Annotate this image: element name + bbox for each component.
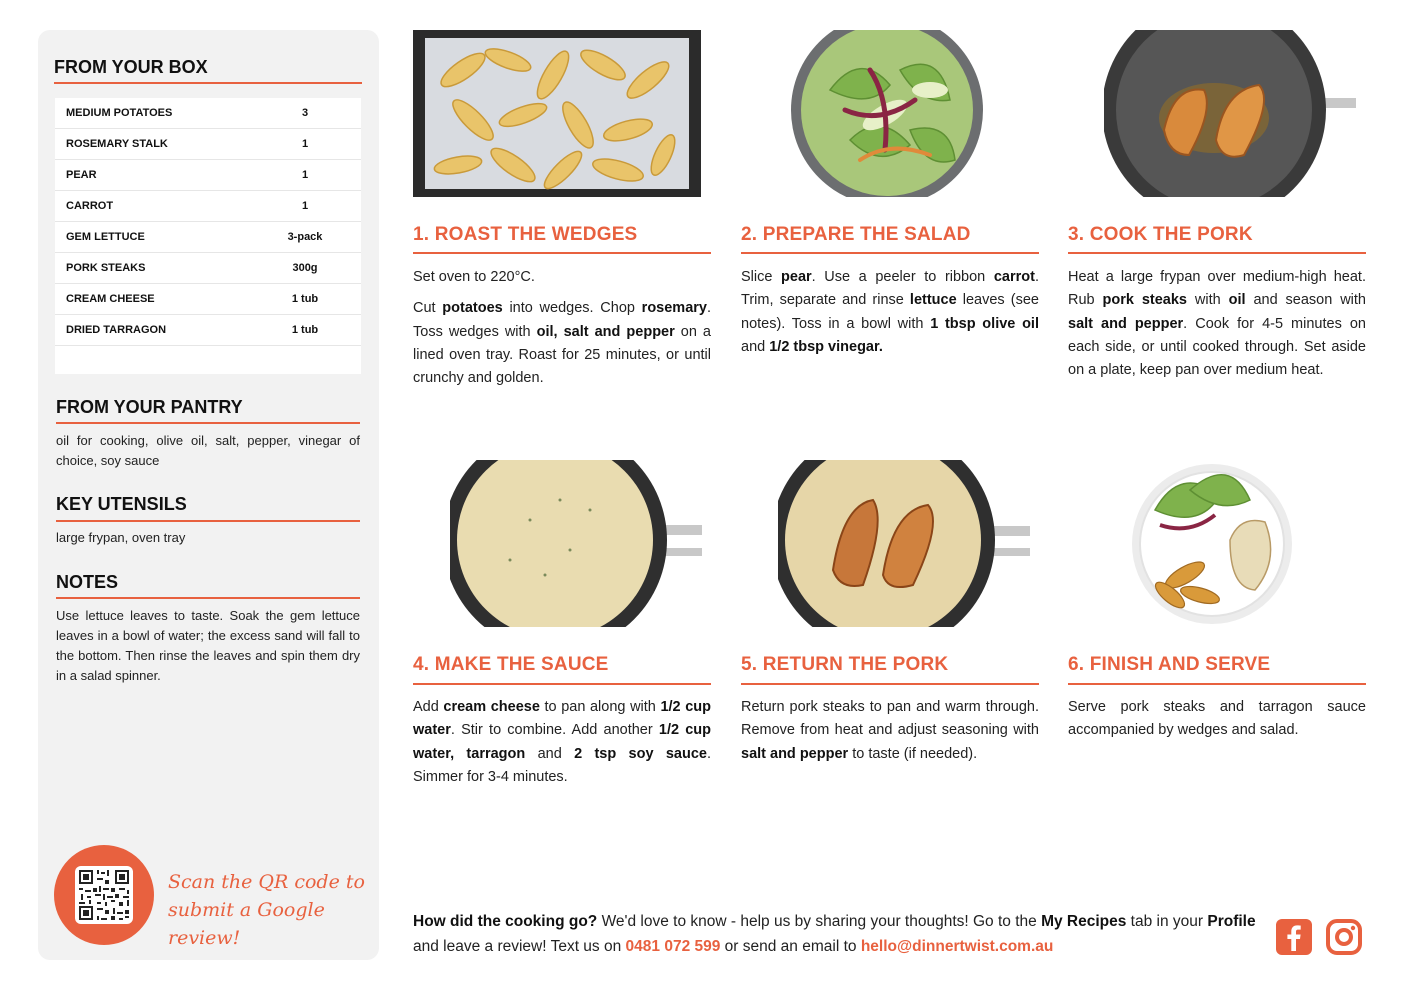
ingredient-qty: 1 bbox=[301, 138, 309, 150]
qr-caption-line: Scan the QR code to bbox=[168, 871, 365, 893]
facebook-icon[interactable] bbox=[1275, 918, 1313, 956]
step-4-title: 4. MAKE THE SAUCE bbox=[413, 654, 609, 675]
utensils-text: large frypan, oven tray bbox=[56, 530, 186, 545]
ingredient-qty: 300g bbox=[292, 262, 318, 274]
ingredients-panel bbox=[38, 30, 379, 960]
box-ingredients-table bbox=[55, 98, 361, 374]
phone-link[interactable]: 0481 072 599 bbox=[625, 938, 721, 955]
divider bbox=[741, 683, 1039, 685]
step-1-title: 1. ROAST THE WEDGES bbox=[413, 224, 638, 245]
ingredient-name: MEDIUM POTATOES bbox=[66, 107, 173, 119]
ingredient-name: CARROT bbox=[66, 200, 114, 212]
step-2-title: 2. PREPARE THE SALAD bbox=[741, 224, 971, 245]
pantry-heading: FROM YOUR PANTRY bbox=[56, 397, 243, 417]
qr-badge[interactable] bbox=[54, 845, 154, 945]
ingredient-qty: 3 bbox=[301, 107, 309, 119]
notes-text: Use lettuce leaves to taste. Soak the gem lettuce leaves in a bowl of water; the excess sand will fall to the bottom. Then rinse the leaves and spin them dry in a salad spinner. bbox=[56, 608, 360, 683]
step-1-text bbox=[413, 266, 711, 398]
step-5-title: 5. RETURN THE PORK bbox=[741, 654, 949, 675]
divider bbox=[1068, 683, 1366, 685]
ingredient-name: DRIED TARRAGON bbox=[66, 324, 167, 336]
table-row bbox=[55, 315, 361, 346]
instagram-icon[interactable] bbox=[1325, 918, 1363, 956]
pork-sauce-photo bbox=[778, 460, 1030, 627]
step-paragraph: Set oven to 220°C. bbox=[413, 269, 535, 285]
ingredient-name: GEM LETTUCE bbox=[66, 231, 145, 243]
step-paragraph: Heat a large frypan over medium-high heat. Rub pork steaks with oil and season with salt and pepper. Cook for 4-5 minutes on each side, or until cooked through. Set aside on a plate, keep pan over medium heat. bbox=[1068, 269, 1366, 379]
table-row bbox=[55, 191, 361, 222]
table-row bbox=[55, 129, 361, 160]
ingredient-name: PORK STEAKS bbox=[66, 262, 146, 274]
ingredient-name: CREAM CHEESE bbox=[66, 293, 155, 305]
step-3-title: 3. COOK THE PORK bbox=[1068, 224, 1253, 245]
divider bbox=[1068, 252, 1366, 254]
ingredient-qty: 1 tub bbox=[291, 324, 319, 336]
step-6-title: 6. FINISH AND SERVE bbox=[1068, 654, 1271, 675]
divider bbox=[56, 597, 360, 599]
ingredient-name: PEAR bbox=[66, 169, 97, 181]
salad-photo bbox=[790, 30, 984, 197]
divider bbox=[56, 422, 360, 424]
divider bbox=[413, 683, 711, 685]
table-row bbox=[55, 222, 361, 253]
step-paragraph: Return pork steaks to pan and warm through. Remove from heat and adjust seasoning with salt and pepper to taste (if needed). bbox=[741, 699, 1039, 762]
qr-caption bbox=[168, 868, 368, 952]
step-paragraph: Slice pear. Use a peeler to ribbon carrot. Trim, separate and rinse lettuce leaves (see notes). Toss in a bowl with 1 tbsp olive oil and 1/2 tbsp vinegar. bbox=[741, 269, 1039, 355]
ingredient-qty: 1 bbox=[301, 169, 309, 181]
table-row bbox=[55, 160, 361, 191]
step-paragraph: Add cream cheese to pan along with 1/2 cup water. Stir to combine. Add another 1/2 cup water, tarragon and 2 tsp soy sauce. Simmer for 3-4 minutes. bbox=[413, 699, 712, 785]
divider bbox=[741, 252, 1039, 254]
sauce-photo bbox=[450, 460, 702, 627]
review-prompt: How did the cooking go? We'd love to know - help us by sharing your thoughts! Go to the My Recipes tab in your Profile and leave a review! Text us on 0481 072 599 or send an email to hello@dinnertwist.com.au bbox=[413, 913, 1256, 955]
ingredient-name: ROSEMARY STALK bbox=[66, 138, 168, 150]
step-paragraph: Cut potatoes into wedges. Chop rosemary. Toss wedges with oil, salt and pepper on a lined oven tray. Roast for 25 minutes, or until crunchy and golden. bbox=[413, 300, 711, 387]
table-row bbox=[55, 98, 361, 129]
utensils-heading: KEY UTENSILS bbox=[56, 494, 187, 514]
step-3-text bbox=[1068, 266, 1366, 390]
step-5-text bbox=[741, 696, 1039, 774]
divider bbox=[413, 252, 711, 254]
table-row bbox=[55, 253, 361, 284]
ingredient-qty: 1 bbox=[301, 200, 309, 212]
plated-dish-photo bbox=[1130, 460, 1294, 627]
box-heading: FROM YOUR BOX bbox=[54, 57, 208, 77]
step-6-text bbox=[1068, 696, 1366, 751]
qr-code[interactable] bbox=[75, 866, 133, 924]
step-4-text bbox=[413, 696, 711, 797]
ingredient-qty: 1 tub bbox=[291, 293, 319, 305]
divider bbox=[54, 82, 362, 84]
email-link[interactable]: hello@dinnertwist.com.au bbox=[860, 938, 1054, 955]
step-paragraph: Serve pork steaks and tarragon sauce accompanied by wedges and salad. bbox=[1068, 699, 1366, 739]
ingredient-qty: 3-pack bbox=[287, 231, 323, 243]
table-row bbox=[55, 284, 361, 315]
divider bbox=[56, 520, 360, 522]
pork-pan-photo bbox=[1104, 30, 1356, 197]
wedges-photo bbox=[413, 30, 701, 197]
notes-heading: NOTES bbox=[56, 572, 119, 592]
qr-caption-line: submit a Google review! bbox=[168, 899, 325, 949]
step-2-text bbox=[741, 266, 1039, 367]
pantry-text: oil for cooking, olive oil, salt, pepper, vinegar of choice, soy sauce bbox=[56, 433, 360, 468]
